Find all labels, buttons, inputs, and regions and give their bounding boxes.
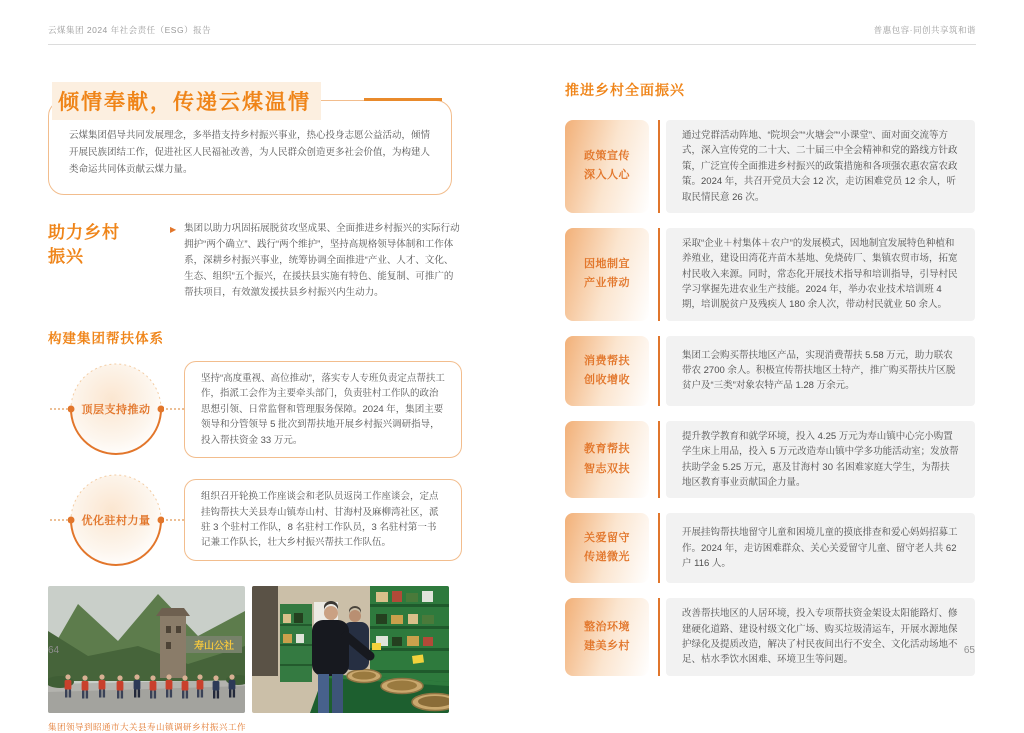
- arrow-right-icon: ▶: [170, 225, 177, 235]
- system-item-label: 优化驻村力量: [81, 514, 151, 527]
- item-divider: [658, 120, 660, 213]
- item-divider: [658, 421, 660, 499]
- item-body: 采取“企业＋村集体＋农户”的发展模式，因地制宜发展特色种植和养殖业，建设田湾花卉苗木基地、免烧砖厂、集镇农贸市场，拓宽村民收入来源。同时，常态化开展技术指导和培训指导，引导村民学习掌握先进农业生产技能。2024 年，举办农业技术培训班 4 期，培训脱贫户及残疾人 180 余人次，带动村民就业 50 余人。: [666, 228, 975, 321]
- list-item-policy: [565, 120, 975, 213]
- circle-node: [68, 472, 164, 568]
- item-label: 因地制宜 产业带动: [565, 228, 649, 321]
- item-divider: [658, 336, 660, 406]
- header-chapter-title: 普惠包容·同创共享筑和谐: [873, 25, 976, 35]
- item-label: 整治环境 建美乡村: [565, 598, 649, 676]
- page-title: 倾情奉献，传递云煤温情: [52, 82, 321, 120]
- rural-revitalization-section: [48, 221, 462, 301]
- system-item-label: 顶层支持推动: [81, 404, 151, 417]
- system-item-body: 组织召开轮换工作座谈会和老队员返岗工作座谈会，定点挂钩帮扶大关县寿山镇寿山村、甘海村及麻柳湾社区，派驻 3 个驻村工作队，8 名驻村工作队员，3 名驻村第一书记兼工作队长，壮大乡村振兴帮扶工作队伍。: [184, 479, 462, 561]
- circle-node-wrap: [48, 361, 184, 457]
- rural-body-wrap: [170, 221, 462, 301]
- page-number-left: 64: [48, 645, 60, 656]
- item-body: 集团工会购买帮扶地区产品，实现消费帮扶 5.58 万元，助力联农带农 2700 余人。积极宣传帮扶地区土特产，推广购买帮扶片区脱贫户及“三类”对象农特产品 1.28 万余元。: [666, 336, 975, 406]
- photo-caption: 集团领导到昭通市大关县寿山镇调研乡村振兴工作: [48, 721, 247, 732]
- item-body: 开展挂钩帮扶地留守儿童和困境儿童的摸底排查和爱心妈妈招募工作。2024 年，走访困难群众、关心关爱留守儿童、留守老人共 62 户 116 人。: [666, 513, 975, 583]
- item-label: 政策宣传 深入人心: [565, 120, 649, 213]
- list-item-care: [565, 513, 975, 583]
- item-label: 教育帮扶 智志双扶: [565, 421, 649, 499]
- section-heading-rural: 助力乡村 振兴: [48, 223, 120, 267]
- list-item-industry: [565, 228, 975, 321]
- right-page: [565, 0, 975, 691]
- revitalization-list: [565, 120, 975, 676]
- title-dash-line: [364, 98, 442, 101]
- item-label: 关爱留守 传递微光: [565, 513, 649, 583]
- item-label: 消费帮扶 创收增收: [565, 336, 649, 406]
- photo-sign-text: 寿山公社: [194, 640, 234, 652]
- item-body: 提升教学教育和就学环境，投入 4.25 万元为寿山镇中心完小购置学生床上用品，投入 5 万元改造寿山镇中学多功能活动室；发放帮扶助学金 5.25 万元，惠及甘海村 30 名困难家庭大学生，为帮扶地区教育事业贡献国企力量。: [666, 421, 975, 499]
- system-item-village-team: [48, 472, 462, 568]
- item-divider: [658, 598, 660, 676]
- circle-node: [68, 361, 164, 457]
- rural-body-text: 集团以助力巩固拓展脱贫攻坚成果、全面推进乡村振兴的实际行动拥护“两个确立”、践行“两个维护”，坚持高规格领导体制和工作体系，深耕乡村振兴事业，统筹协调全面推进“产业、人才、文化、生态、组织”五个振兴，在援扶县实施有特色、能复制、可推广的帮扶项目，有效激发援扶县乡村振兴内生动力。: [184, 223, 460, 299]
- page-number-right: 65: [963, 645, 975, 656]
- item-divider: [658, 228, 660, 321]
- intro-body-text: 云煤集团倡导共同发展理念，多举措支持乡村振兴事业，热心投身志愿公益活动，倾情开展民族团结工作，促进社区人民福祉改善，为人民群众创造更多社会价值，为构建人类命运共同体贡献云煤力量。: [69, 130, 431, 176]
- system-item-top-support: [48, 361, 462, 458]
- item-divider: [658, 513, 660, 583]
- system-item-body: 坚持“高度重视、高位推动”，落实专人专班负责定点帮扶工作，指派工会作为主要牵头部门，负责驻村工作队的政治思想引领、日常监督和管理服务保障。2024 年，集团主要领导和分管领导 5 批次到帮扶地开展乡村振兴调研指导，投入帮扶资金 33 万元。: [184, 361, 462, 458]
- list-item-consumption: [565, 336, 975, 406]
- item-body: 通过党群活动阵地、“院坝会”“火塘会”“小课堂”、面对面交流等方式，深入宣传党的二十大、二十届三中全会精神和党的路线方针政策，广泛宣传全面推进乡村振兴的政策措施和各项强农惠农富农政策。2024 年，共召开党员大会 12 次，走访困难党员 12 余人，听取民情民意 26 次。: [666, 120, 975, 213]
- list-item-education: [565, 421, 975, 499]
- left-page: [48, 0, 462, 733]
- section-heading-system: 构建集团帮扶体系: [48, 331, 164, 347]
- circle-node-wrap: [48, 472, 184, 568]
- item-body: 改善帮扶地区的人居环境，投入专项帮扶资金架设太阳能路灯、修建硬化道路、建设村级文化广场、购买垃圾清运车，开展水源地保护绿化及提质改造，解决了村民夜间出行不安全、文化活动场地不足、枯水季饮水困难、环境卫生等问题。: [666, 598, 975, 676]
- section-heading-full-revitalization: 推进乡村全面振兴: [565, 82, 685, 98]
- header-report-title: 云煤集团 2024 年社会责任（ESG）报告: [48, 25, 212, 35]
- list-item-environment: [565, 598, 975, 676]
- intro-section: [48, 91, 462, 195]
